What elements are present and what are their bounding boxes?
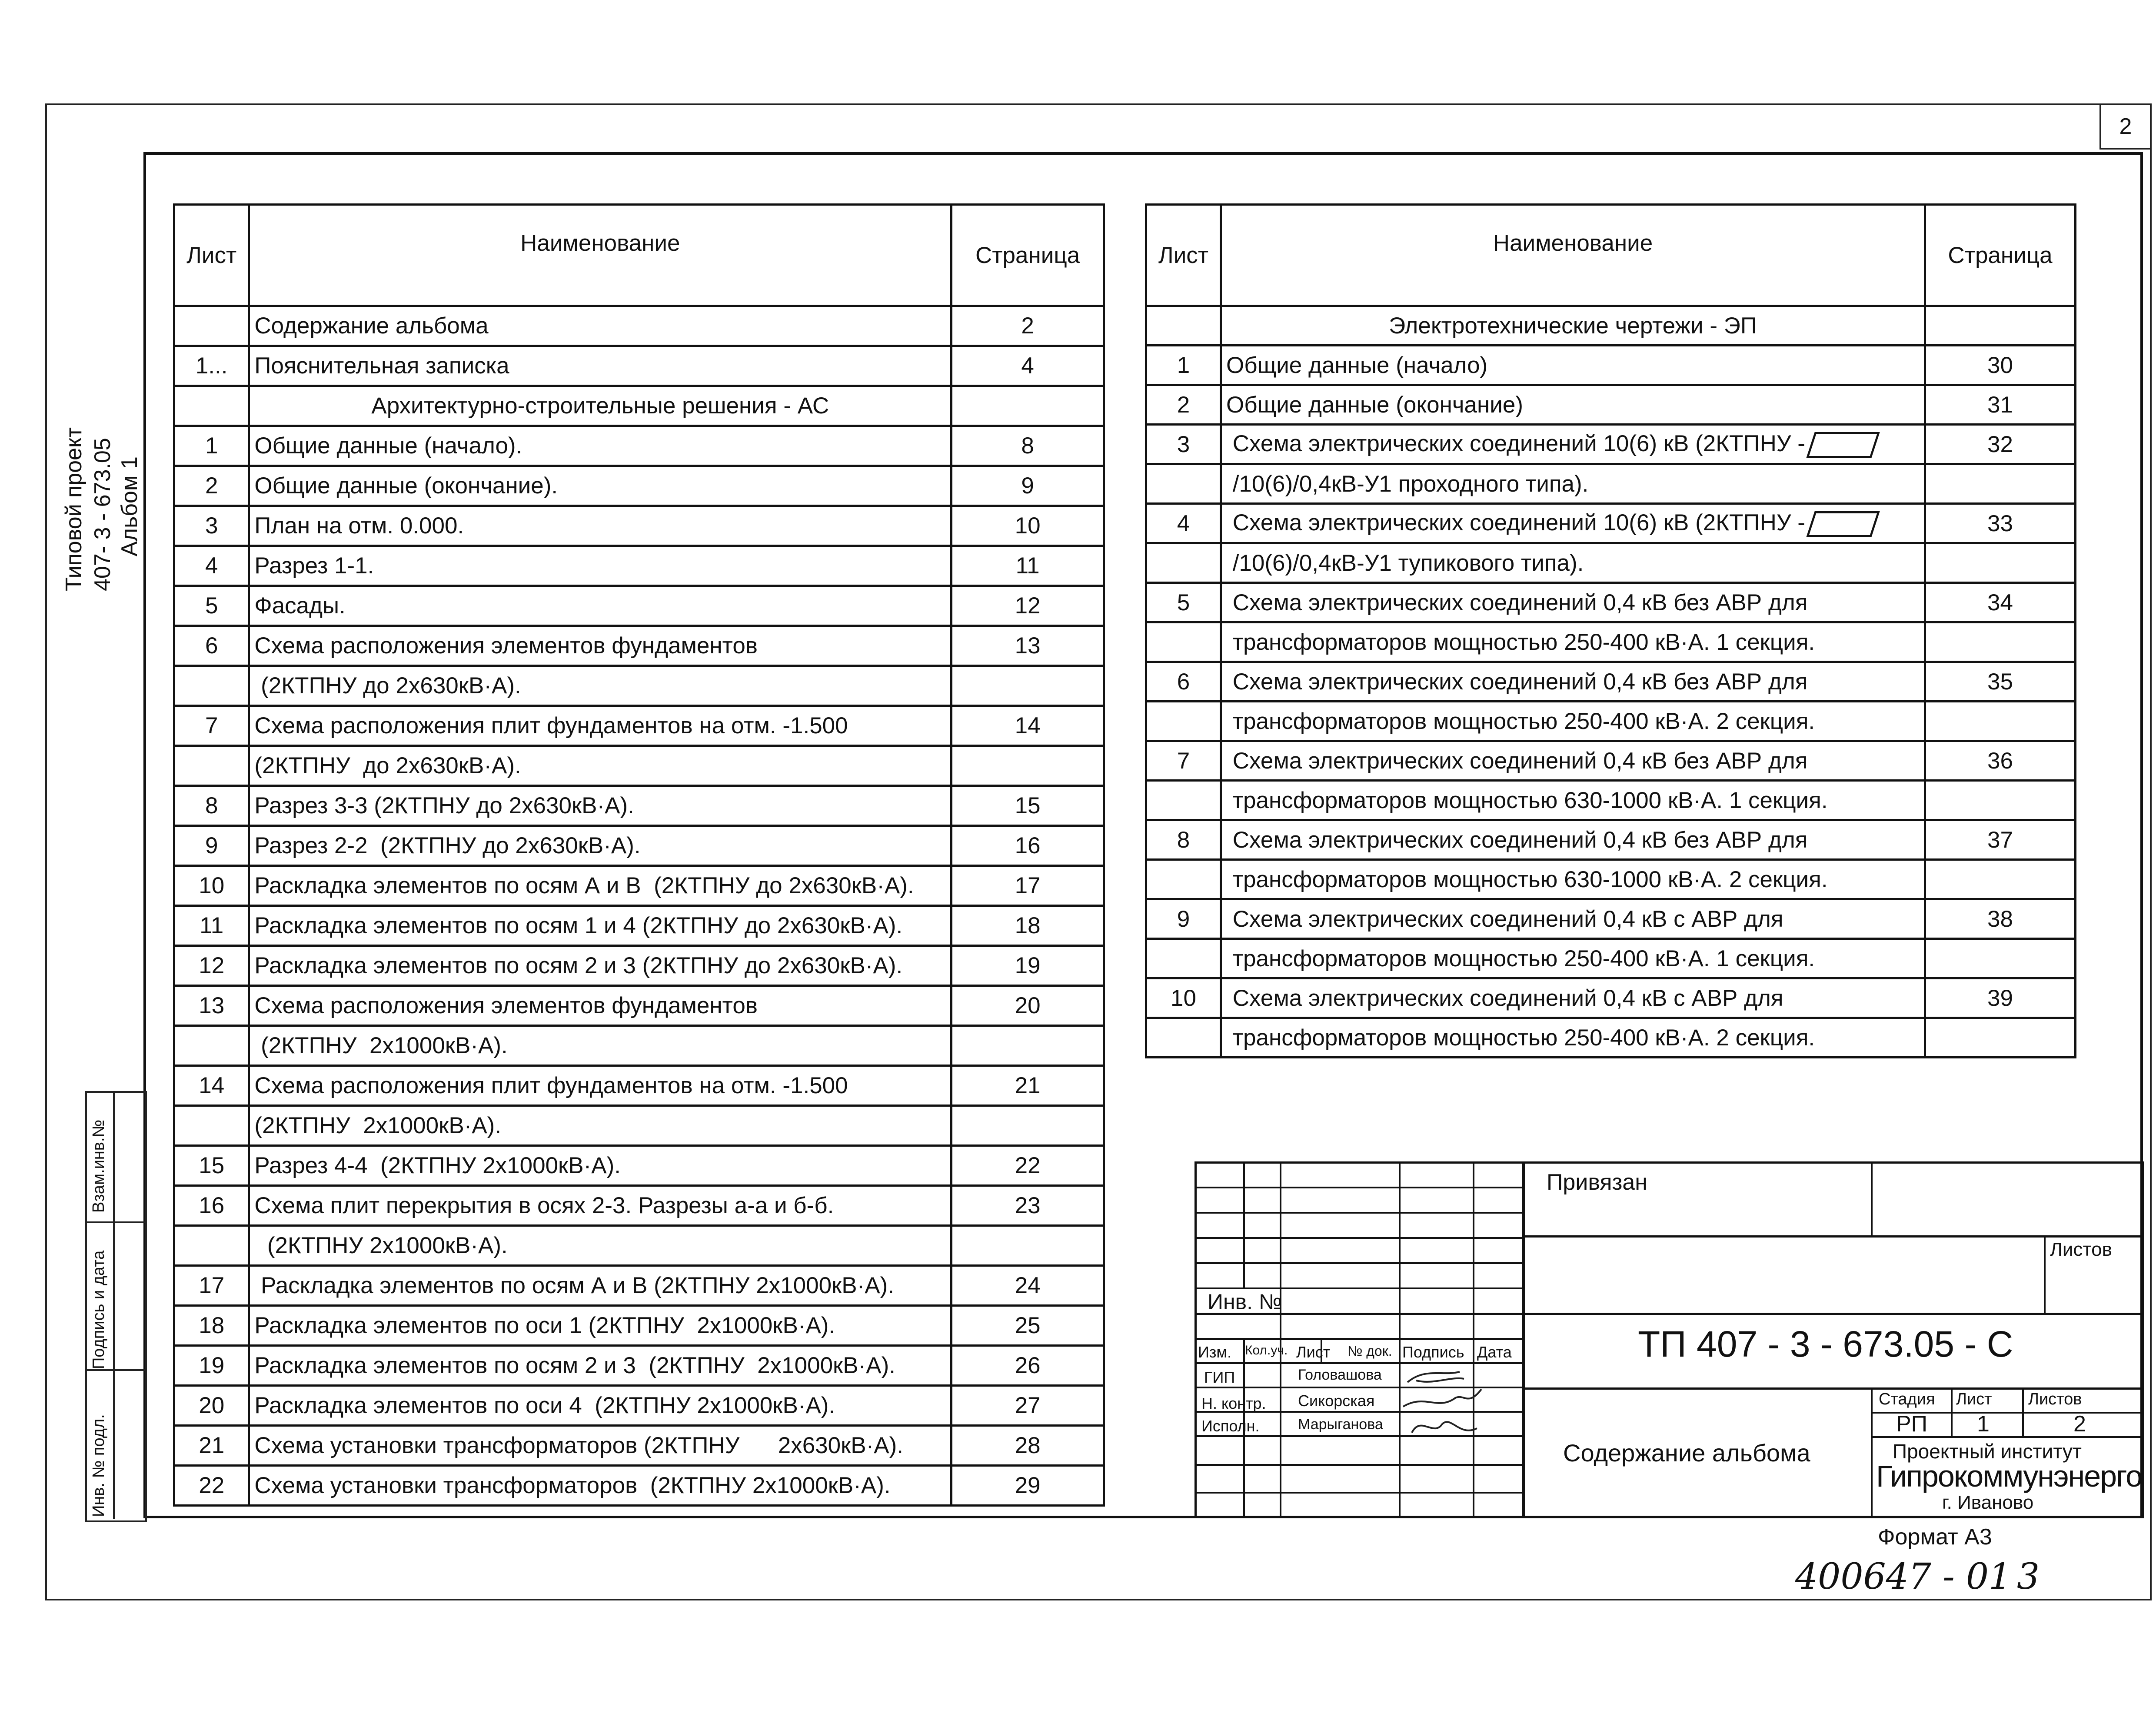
col-kol-uch: Кол.уч. [1245,1343,1288,1357]
row-sheet-number: 12 [174,946,249,986]
row-name [249,426,952,466]
row-name [249,946,952,986]
row-page-number: 8 [952,426,1104,466]
row-name [1221,662,1925,702]
row-page-number [1925,622,2076,662]
table-row [174,1186,1104,1226]
row-name-text: (2КТПНУ до 2х630кВ·А). [254,753,521,778]
role-gip: ГИП [1204,1368,1235,1386]
row-name [249,1426,952,1466]
row-name-text: Схема электрических соединений 0,4 кВ без АВР для [1226,748,1808,774]
stamp-podpis: Подпись и дата [90,1250,108,1369]
row-name-text: Схема электрических соединений 0,4 кВ без АВР для [1226,827,1808,853]
col-doc-no: № док. [1348,1343,1392,1359]
row-name-text: трансформаторов мощностью 630-1000 кВ·А. 1 секция. [1226,787,1828,813]
row-page-number [1925,543,2076,583]
table-row [1146,622,2076,662]
row-name [249,666,952,706]
signatures-drawing [1399,1363,1486,1450]
row-name [1221,978,1925,1018]
row-sheet-number: 10 [174,866,249,906]
row-sheet-number [174,1026,249,1066]
row-name-text: Раскладка элементов по осям 2 и 3 (2КТПНУ до 2х630кВ·А). [254,953,903,978]
row-sheet-number: 9 [1146,899,1221,939]
col-podpis: Подпись [1402,1343,1464,1361]
row-sheet-number: 3 [174,506,249,546]
sheet-number: 2 [2119,114,2132,139]
row-name-text: Разрез 4-4 (2КТПНУ 2х1000кВ·А). [254,1153,621,1178]
row-name-text: Схема расположения элементов фундаментов [254,633,758,659]
stage-header: Стадия [1879,1390,1935,1408]
row-name [249,866,952,906]
row-sheet-number: 11 [174,906,249,946]
table-row [174,706,1104,746]
row-sheet-number [1146,860,1221,899]
header-page: Страница [1925,205,2076,306]
row-page-number: 14 [952,706,1104,746]
row-name-text: Разрез 2-2 (2КТПНУ до 2х630кВ·А). [254,833,641,858]
col-izm: Изм. [1198,1343,1232,1361]
row-sheet-number [1146,464,1221,504]
row-name [1221,425,1925,464]
inv-no-label: Инв. № [1208,1290,1282,1314]
row-sheet-number [1146,781,1221,820]
table-row [174,906,1104,946]
row-name [1221,860,1925,899]
row-sheet-number: 15 [174,1146,249,1186]
row-name-text: Раскладка элементов по осям 1 и 4 (2КТПНУ до 2х630кВ·А). [254,913,903,938]
blank-field-box [1806,511,1880,537]
table-row [174,426,1104,466]
row-name [249,1066,952,1106]
row-sheet-number [174,386,249,426]
row-name [1221,622,1925,662]
table-row [174,466,1104,506]
row-page-number [952,1226,1104,1266]
row-page-number: 13 [952,626,1104,666]
row-name [249,1026,952,1066]
row-name-text: Схема электрических соединений 0,4 кВ без АВР для [1226,589,1808,615]
table-row [174,1266,1104,1306]
row-name-text: План на отм. 0.000. [254,513,464,539]
row-name-text: Раскладка элементов по оси 1 (2КТПНУ 2х1000кВ·А). [254,1313,835,1338]
row-name [249,1226,952,1266]
row-page-number [1925,1018,2076,1058]
row-name-text: Схема электрических соединений 0,4 кВ без АВР для [1226,669,1808,695]
row-page-number [952,666,1104,706]
sheets-header: Листов [2028,1390,2082,1408]
row-name-text: Схема расположения плит фундаментов на отм. -1.500 [254,1073,848,1098]
row-sheet-number: 14 [174,1066,249,1106]
row-sheet-number: 8 [1146,820,1221,860]
header-name: Наименование [249,205,952,306]
row-page-number [952,1106,1104,1146]
table-row [1146,425,2076,464]
row-page-number: 34 [1925,583,2076,622]
table-row [1146,464,2076,504]
listov-top-label: Листов [2050,1239,2112,1260]
table-row [1146,504,2076,543]
row-sheet-number: 7 [174,706,249,746]
row-name [249,906,952,946]
table-row [174,626,1104,666]
row-sheet-number: 2 [1146,385,1221,425]
table-row [174,1226,1104,1266]
row-page-number: 10 [952,506,1104,546]
row-name-text: Схема электрических соединений 0,4 кВ с АВР для [1226,906,1783,932]
row-sheet-number: 7 [1146,741,1221,781]
table-row [174,306,1104,346]
row-sheet-number: 16 [174,1186,249,1226]
row-name [1221,939,1925,978]
table-row [174,1146,1104,1186]
row-sheet-number: 4 [174,546,249,586]
table-row [174,1026,1104,1066]
row-name [249,986,952,1026]
row-name [249,706,952,746]
row-name-text: Схема расположения плит фундаментов на отм. -1.500 [254,713,848,739]
row-name-text: Содержание альбома [254,313,489,339]
sheet-number-box [2099,103,2152,150]
row-page-number: 16 [952,826,1104,866]
row-name [249,1306,952,1346]
row-sheet-number: 20 [174,1386,249,1426]
side-title-line1: Типовой проект [61,427,87,591]
table-row [1146,385,2076,425]
table-row [174,1106,1104,1146]
row-name-text: Общие данные (окончание). [254,473,558,499]
row-name-text: Раскладка элементов по оси 4 (2КТПНУ 2х1000кВ·А). [254,1393,835,1418]
row-name-text: Фасады. [254,593,346,619]
row-name-text: Схема установки трансформаторов (2КТПНУ 2х1000кВ·А). [254,1473,891,1498]
table-row [174,346,1104,386]
row-name [249,826,952,866]
handwritten-page: 3 [2017,1556,2040,1597]
stage-value: РП [1896,1411,1928,1437]
row-name [249,466,952,506]
row-sheet-number [1146,622,1221,662]
institute-line2: Гипрокоммунэнерго [1876,1459,2142,1493]
name-ispoln: Марыганова [1298,1416,1383,1433]
row-sheet-number [1146,702,1221,741]
format-label: Формат А3 [1878,1524,1992,1550]
row-sheet-number [1146,1018,1221,1058]
row-page-number: 30 [1925,346,2076,385]
table-row [1146,306,2076,346]
row-page-number: 23 [952,1186,1104,1226]
row-name [249,346,952,386]
row-name-text: Общие данные (начало) [1226,352,1488,378]
row-name-text: трансформаторов мощностью 250-400 кВ·А. 1 секция. [1226,629,1815,655]
table-row [174,386,1104,426]
table-row [174,546,1104,586]
row-page-number: 27 [952,1386,1104,1426]
row-name-text: Разрез 3-3 (2КТПНУ до 2х630кВ·А). [254,793,634,818]
privyazan-label: Привязан [1547,1170,1648,1195]
row-sheet-number [174,746,249,786]
row-page-number: 38 [1925,899,2076,939]
table-row [1146,899,2076,939]
row-page-number: 9 [952,466,1104,506]
row-name [249,1186,952,1226]
row-page-number: 39 [1925,978,2076,1018]
row-name [1221,464,1925,504]
side-title-line3: Альбом 1 [117,456,142,556]
row-name [249,786,952,826]
row-name-text: (2КТПНУ до 2х630кВ·А). [254,673,521,699]
row-name-text: Схема установки трансформаторов (2КТПНУ 2х630кВ·А). [254,1433,904,1458]
row-sheet-number: 4 [1146,504,1221,543]
row-name-text: /10(6)/0,4кВ-У1 тупикового типа). [1226,550,1584,576]
row-page-number: 25 [952,1306,1104,1346]
row-name [249,1386,952,1426]
row-name [249,1266,952,1306]
table-row [174,586,1104,626]
row-page-number: 31 [1925,385,2076,425]
row-sheet-number: 18 [174,1306,249,1346]
row-page-number: 22 [952,1146,1104,1186]
row-page-number: 19 [952,946,1104,986]
row-name-text: (2КТПНУ 2х1000кВ·А). [254,1033,508,1058]
row-page-number: 26 [952,1346,1104,1386]
row-page-number: 4 [952,346,1104,386]
row-sheet-number [174,1226,249,1266]
row-name-text: Схема электрических соединений 10(6) кВ (2КТПНУ - [1226,510,1805,536]
table-row [174,866,1104,906]
row-page-number [952,746,1104,786]
name-gip: Головашова [1298,1367,1382,1383]
row-sheet-number: 22 [174,1466,249,1506]
table-row [1146,346,2076,385]
row-page-number [1925,464,2076,504]
contents-table-left [173,203,1105,1507]
table-row [174,946,1104,986]
side-title-line2: 407- 3 - 673.05 [90,438,115,591]
table-row [1146,543,2076,583]
row-page-number: 11 [952,546,1104,586]
row-page-number [1925,702,2076,741]
blank-field-box [1806,432,1880,458]
table-row [1146,702,2076,741]
col-list: Лист [1296,1343,1331,1361]
row-name [249,746,952,786]
row-sheet-number: 13 [174,986,249,1026]
table-row [174,666,1104,706]
row-sheet-number: 5 [174,586,249,626]
row-sheet-number: 1 [1146,346,1221,385]
row-name-text: трансформаторов мощностью 250-400 кВ·А. 2 секция. [1226,1025,1815,1051]
row-name-text: Схема плит перекрытия в осях 2-3. Разрезы а-а и б-б. [254,1193,834,1218]
row-page-number: 15 [952,786,1104,826]
row-name [249,1146,952,1186]
row-page-number [1925,781,2076,820]
row-sheet-number: 1... [174,346,249,386]
row-name [249,1346,952,1386]
table-header-row [1146,205,2076,306]
sheets-value: 2 [2073,1411,2086,1437]
row-sheet-number: 8 [174,786,249,826]
stamp-vzam: Взам.инв.№ [90,1119,108,1213]
table-row [174,1346,1104,1386]
row-name [249,546,952,586]
row-sheet-number: 3 [1146,425,1221,464]
row-name [1221,820,1925,860]
row-name [249,626,952,666]
row-sheet-number: 5 [1146,583,1221,622]
row-name [249,506,952,546]
table-row [1146,939,2076,978]
row-name-text: Архитектурно-строительные решения - АС [371,393,829,419]
row-sheet-number: 21 [174,1426,249,1466]
table-row [174,826,1104,866]
row-sheet-number: 6 [174,626,249,666]
table-row [1146,583,2076,622]
row-page-number [1925,860,2076,899]
row-name-text: (2КТПНУ 2х1000кВ·А). [254,1233,508,1258]
row-page-number: 21 [952,1066,1104,1106]
row-name-text: трансформаторов мощностью 630-1000 кВ·А. 2 секция. [1226,866,1828,892]
row-page-number [952,386,1104,426]
row-name-text: Раскладка элементов по осям А и В (2КТПНУ до 2х630кВ·А). [254,873,914,898]
row-name [1221,583,1925,622]
row-name-text: Схема электрических соединений 10(6) кВ (2КТПНУ - [1226,431,1805,456]
row-name-text: Пояснительная записка [254,353,509,379]
row-name-text: Электротехнические чертежи - ЭП [1389,313,1757,339]
row-sheet-number: 2 [174,466,249,506]
row-sheet-number: 19 [174,1346,249,1386]
row-name-text: (2КТПНУ 2х1000кВ·А). [254,1113,502,1138]
sheet-value: 1 [1977,1411,1990,1437]
sheet-header: Лист [1956,1390,1992,1408]
col-data: Дата [1477,1343,1512,1361]
row-name-text: Раскладка элементов по осям А и В (2КТПНУ 2х1000кВ·А). [254,1273,894,1298]
contents-table-right [1145,203,2076,1058]
title-block [1194,1161,2144,1518]
row-sheet-number: 6 [1146,662,1221,702]
row-name [249,1106,952,1146]
table-row [174,746,1104,786]
row-name-text: Общие данные (начало). [254,433,522,459]
table-row [174,1426,1104,1466]
row-page-number: 35 [1925,662,2076,702]
header-page: Страница [952,205,1104,306]
row-name-text: Раскладка элементов по осям 2 и 3 (2КТПНУ 2х1000кВ·А). [254,1353,895,1378]
handwritten-number: 400647 - 01 [1795,1556,2012,1597]
row-name [1221,1018,1925,1058]
row-sheet-number: 10 [1146,978,1221,1018]
table-row [174,986,1104,1026]
row-name-text: трансформаторов мощностью 250-400 кВ·А. 2 секция. [1226,708,1815,734]
section-heading [1221,306,1925,346]
row-page-number: 18 [952,906,1104,946]
row-name [1221,899,1925,939]
row-page-number: 17 [952,866,1104,906]
row-sheet-number: 9 [174,826,249,866]
stamp-inv: Инв. № подл. [90,1414,108,1517]
table-header-row [174,205,1104,306]
header-name: Наименование [1221,205,1925,306]
name-nkontr: Сикорская [1298,1392,1375,1410]
row-page-number: 2 [952,306,1104,346]
table-row [1146,978,2076,1018]
row-page-number [1925,939,2076,978]
row-name [1221,781,1925,820]
table-row [174,1306,1104,1346]
row-page-number: 36 [1925,741,2076,781]
table-row [174,506,1104,546]
row-page-number [952,1026,1104,1066]
row-sheet-number [174,306,249,346]
row-sheet-number [1146,543,1221,583]
institute-line1: Проектный институт [1893,1440,2082,1463]
row-name-text: Схема расположения элементов фундаментов [254,993,758,1018]
table-row [1146,1018,2076,1058]
row-page-number: 28 [952,1426,1104,1466]
row-sheet-number: 17 [174,1266,249,1306]
table-row [174,1466,1104,1506]
row-name [1221,741,1925,781]
row-sheet-number [174,666,249,706]
row-page-number: 29 [952,1466,1104,1506]
table-row [174,786,1104,826]
table-row [174,1386,1104,1426]
table-row [1146,662,2076,702]
row-name-text: трансформаторов мощностью 250-400 кВ·А. 1 секция. [1226,945,1815,971]
row-sheet-number [174,1106,249,1146]
institute-line3: г. Иваново [1942,1492,2034,1513]
side-stamp [85,1091,145,1519]
row-name [1221,504,1925,543]
row-name [1221,346,1925,385]
row-page-number: 24 [952,1266,1104,1306]
row-page-number: 20 [952,986,1104,1026]
row-page-number: 32 [1925,425,2076,464]
row-name [1221,543,1925,583]
row-name [1221,702,1925,741]
row-page-number: 37 [1925,820,2076,860]
row-sheet-number: 1 [174,426,249,466]
row-page-number: 12 [952,586,1104,626]
doc-title: Содержание альбома [1563,1439,1810,1467]
table-row [1146,820,2076,860]
role-nkontr: Н. контр. [1201,1394,1266,1412]
row-name-text: Общие данные (окончание) [1226,392,1523,418]
role-ispoln: Исполн. [1201,1417,1260,1435]
row-name-text: /10(6)/0,4кВ-У1 проходного типа). [1226,471,1589,497]
row-name-text: Схема электрических соединений 0,4 кВ с АВР для [1226,985,1783,1011]
row-sheet-number [1146,306,1221,346]
row-name [249,1466,952,1506]
project-code: ТП 407 - 3 - 673.05 - С [1638,1324,2013,1364]
row-name-text: Разрез 1-1. [254,553,374,579]
table-row [1146,860,2076,899]
row-name [1221,385,1925,425]
table-row [1146,741,2076,781]
row-page-number: 33 [1925,504,2076,543]
table-row [174,1066,1104,1106]
header-sheet: Лист [1146,205,1221,306]
row-page-number [1925,306,2076,346]
table-row [1146,781,2076,820]
header-sheet: Лист [174,205,249,306]
row-name [249,306,952,346]
row-sheet-number [1146,939,1221,978]
row-name [249,586,952,626]
section-heading [249,386,952,426]
